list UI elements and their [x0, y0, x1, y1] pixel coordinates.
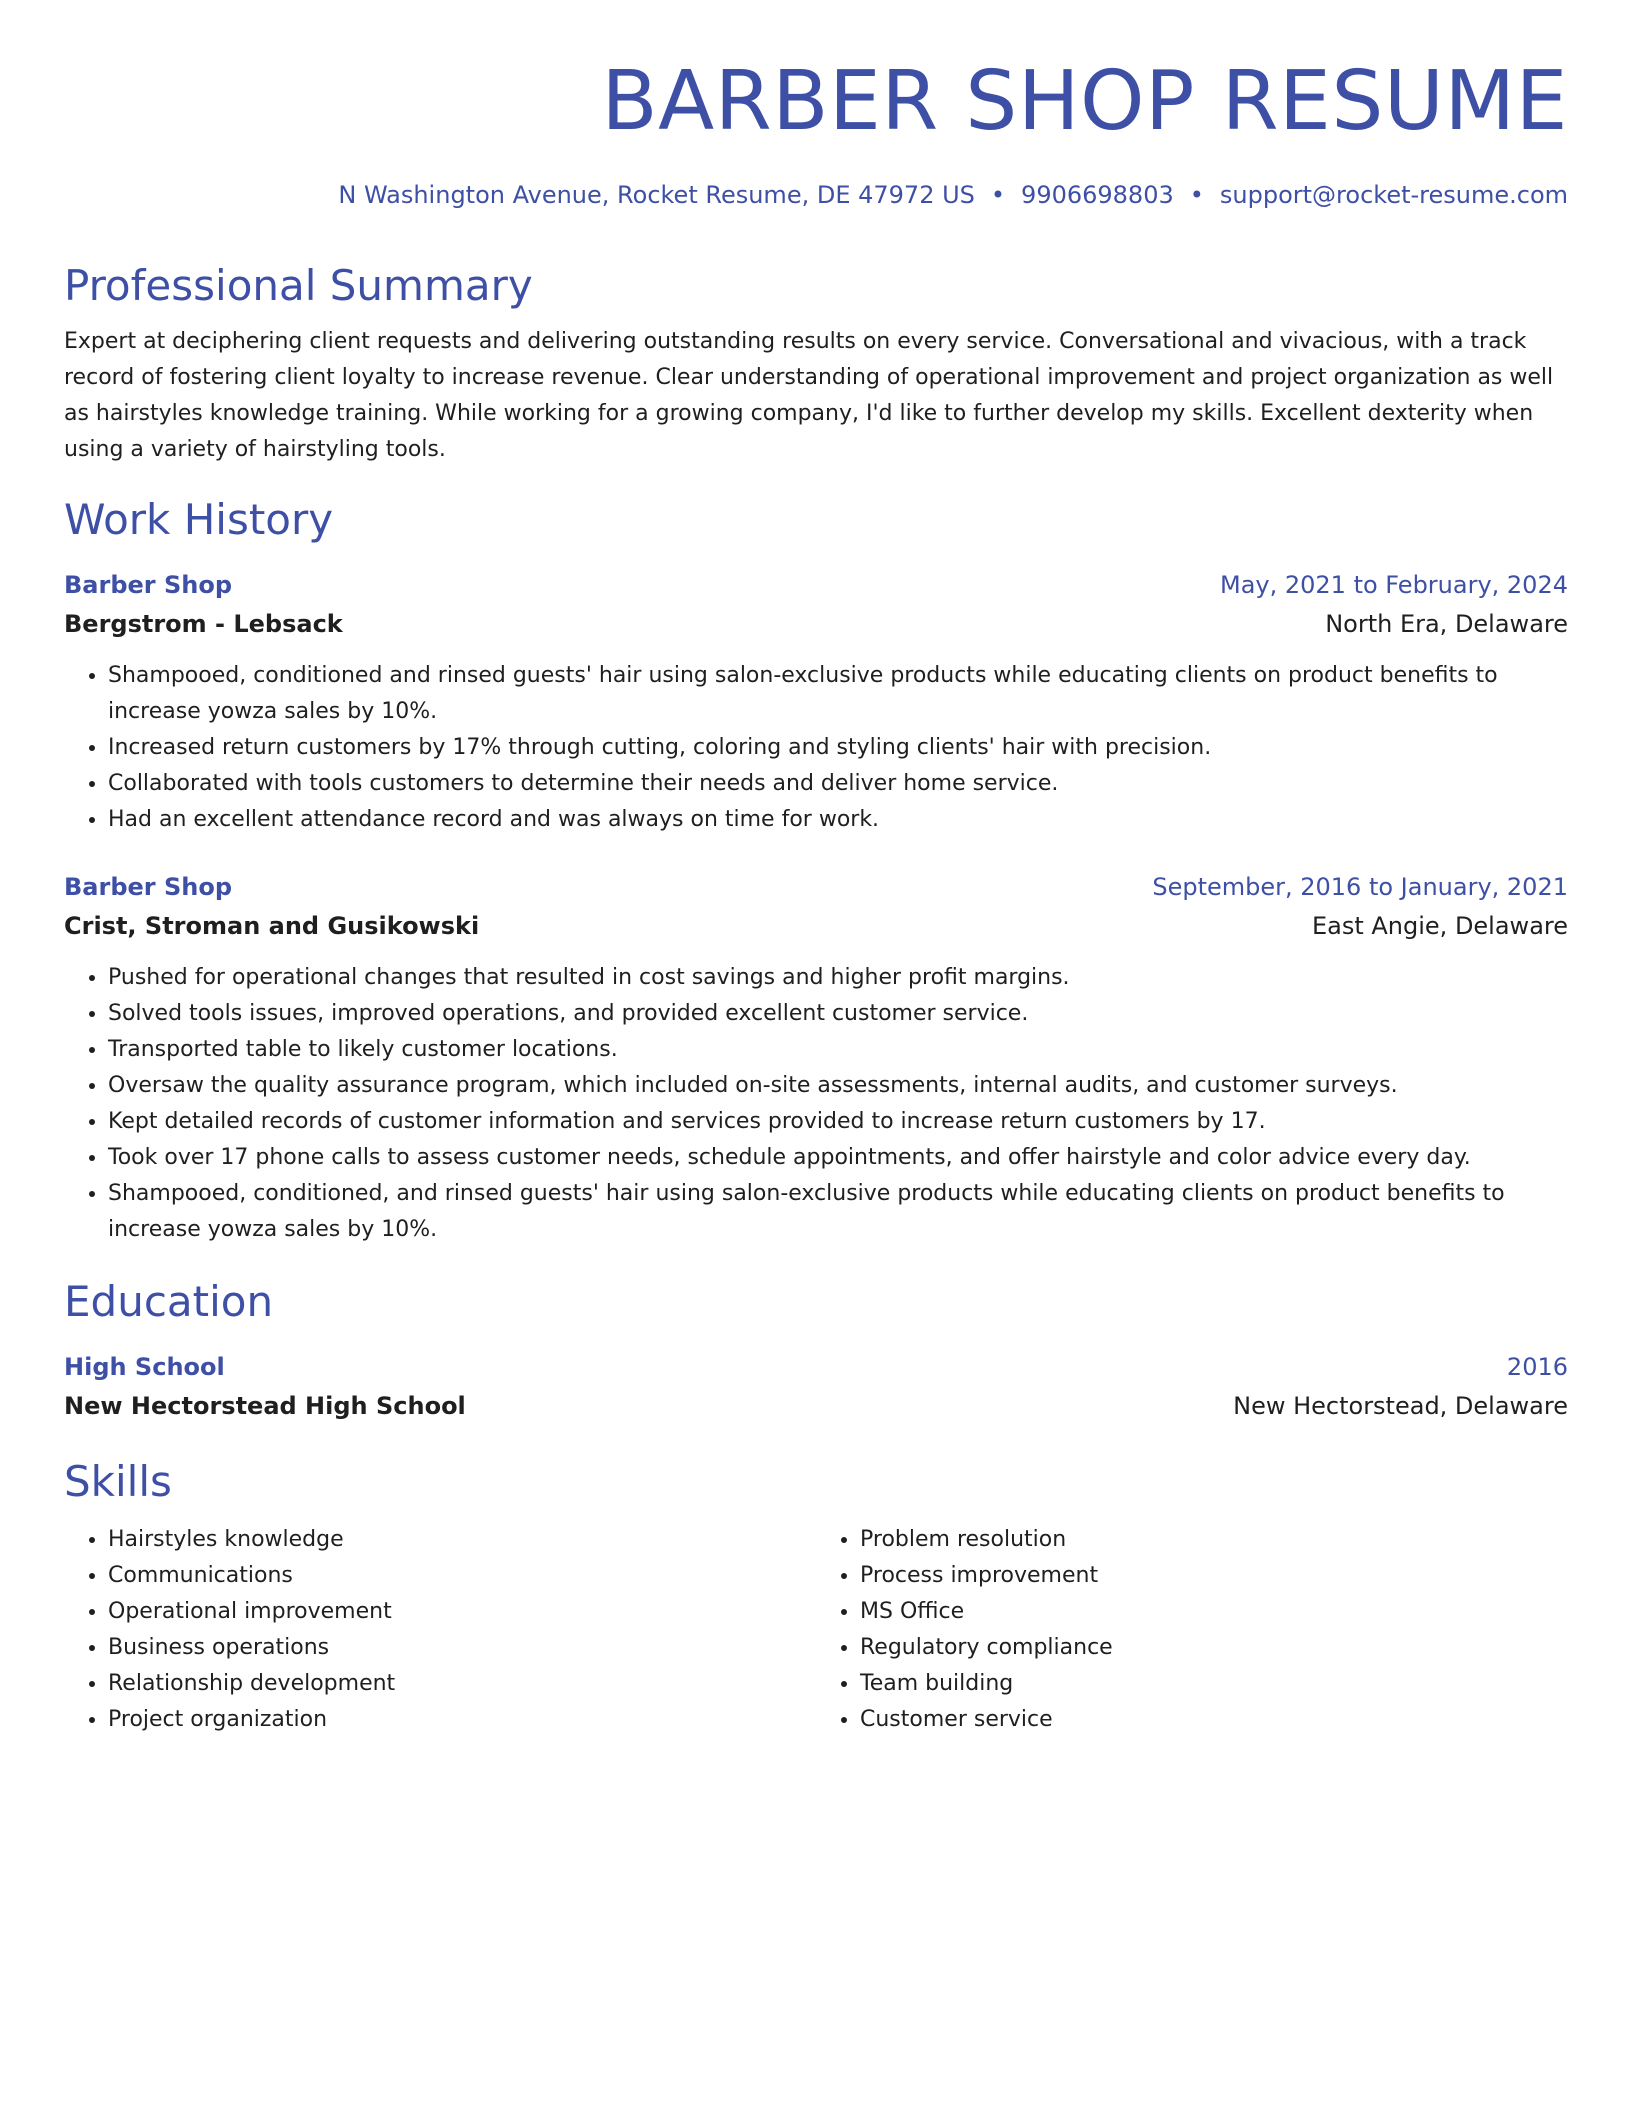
job-entry — [64, 566, 1568, 838]
job-company-row — [64, 604, 1568, 644]
contact-separator: • — [1189, 181, 1204, 209]
job-company: Crist, Stroman and Gusikowski — [64, 912, 480, 940]
job-location: East Angie, Delaware — [1311, 912, 1568, 940]
skill-item: • Customer service — [860, 1702, 1568, 1738]
contact-email: support@rocket-resume.com — [1219, 181, 1568, 209]
work-history-heading: Work History — [64, 495, 334, 544]
education-year: 2016 — [1506, 1353, 1568, 1381]
skill-item: • Relationship development — [108, 1666, 816, 1702]
education-degree: High School — [64, 1353, 225, 1381]
education-location: New Hectorstead, Delaware — [1233, 1392, 1568, 1420]
skills-list-right — [816, 1522, 1568, 1738]
job-bullet: • Collaborated with tools customers to determine their needs and deliver home service. — [108, 766, 1568, 802]
skill-item: • Communications — [108, 1558, 816, 1594]
job-bullet: • Kept detailed records of customer information and services provided to increase return customers by 17. — [108, 1104, 1568, 1140]
job-role: Barber Shop — [64, 571, 233, 599]
skill-item: • Operational improvement — [108, 1594, 816, 1630]
job-bullet: • Shampooed, conditioned and rinsed guests' hair using salon-exclusive products while educating clients on product benefits to increase yowza sales by 10%. — [108, 658, 1568, 730]
skill-item: • Hairstyles knowledge — [108, 1522, 816, 1558]
summary-heading: Professional Summary — [64, 261, 533, 310]
job-role: Barber Shop — [64, 873, 233, 901]
job-bullet: • Solved tools issues, improved operations, and provided excellent customer service. — [108, 996, 1568, 1032]
job-entry — [64, 868, 1568, 1248]
skill-item: • Team building — [860, 1666, 1568, 1702]
job-bullet: • Had an excellent attendance record and was always on time for work. — [108, 802, 1568, 838]
skills-columns — [64, 1516, 1568, 1738]
job-dates: September, 2016 to January, 2021 — [1152, 873, 1568, 901]
job-header-row — [64, 868, 1568, 906]
job-bullet: • Took over 17 phone calls to assess customer needs, schedule appointments, and offer hairstyle and color advice every day. — [108, 1140, 1568, 1176]
skill-item: • MS Office — [860, 1594, 1568, 1630]
education-heading: Education — [64, 1277, 274, 1326]
job-header-row — [64, 566, 1568, 604]
job-bullet: • Increased return customers by 17% through cutting, coloring and styling clients' hair with precision. — [108, 730, 1568, 766]
education-school: New Hectorstead High School — [64, 1392, 466, 1420]
job-bullet: • Pushed for operational changes that resulted in cost savings and higher profit margins. — [108, 960, 1568, 996]
skills-heading: Skills — [64, 1457, 172, 1506]
contact-line — [64, 178, 1568, 212]
skill-item: • Problem resolution — [860, 1522, 1568, 1558]
job-bullet: • Oversaw the quality assurance program, which included on-site assessments, internal audits, and customer surveys. — [108, 1068, 1568, 1104]
contact-separator: • — [990, 181, 1006, 209]
education-header-row — [64, 1348, 1568, 1386]
skill-item: • Process improvement — [860, 1558, 1568, 1594]
education-entry — [64, 1348, 1568, 1426]
job-bullet-list — [64, 960, 1568, 1248]
job-location: North Era, Delaware — [1325, 610, 1568, 638]
job-company: Bergstrom - Lebsack — [64, 610, 343, 638]
job-dates: May, 2021 to February, 2024 — [1220, 571, 1568, 599]
resume-title: BARBER SHOP RESUME — [601, 54, 1568, 149]
job-bullet-list — [64, 658, 1568, 838]
job-bullet: • Transported table to likely customer locations. — [108, 1032, 1568, 1068]
skill-item: • Regulatory compliance — [860, 1630, 1568, 1666]
job-bullet: • Shampooed, conditioned, and rinsed guests' hair using salon-exclusive products while educating clients on product benefits to increase yowza sales by 10%. — [108, 1176, 1568, 1248]
skills-list-left — [64, 1522, 816, 1738]
job-company-row — [64, 906, 1568, 946]
skill-item: • Business operations — [108, 1630, 816, 1666]
education-school-row — [64, 1386, 1568, 1426]
contact-address: N Washington Avenue, Rocket Resume, DE 47972 US — [338, 181, 975, 209]
skill-item: • Project organization — [108, 1702, 816, 1738]
contact-phone: 9906698803 — [1021, 181, 1174, 209]
summary-text: Expert at deciphering client requests and delivering outstanding results on every service. Conversational and vivacious, with a track record of fostering client loyalty to increase revenue. Clear understanding of operational improvement and project organization as well as hairstyles knowledge training. While working for a growing company, I'd like to further develop my skills. Excellent dexterity when using a variety of hairstyling tools. — [64, 329, 1554, 462]
